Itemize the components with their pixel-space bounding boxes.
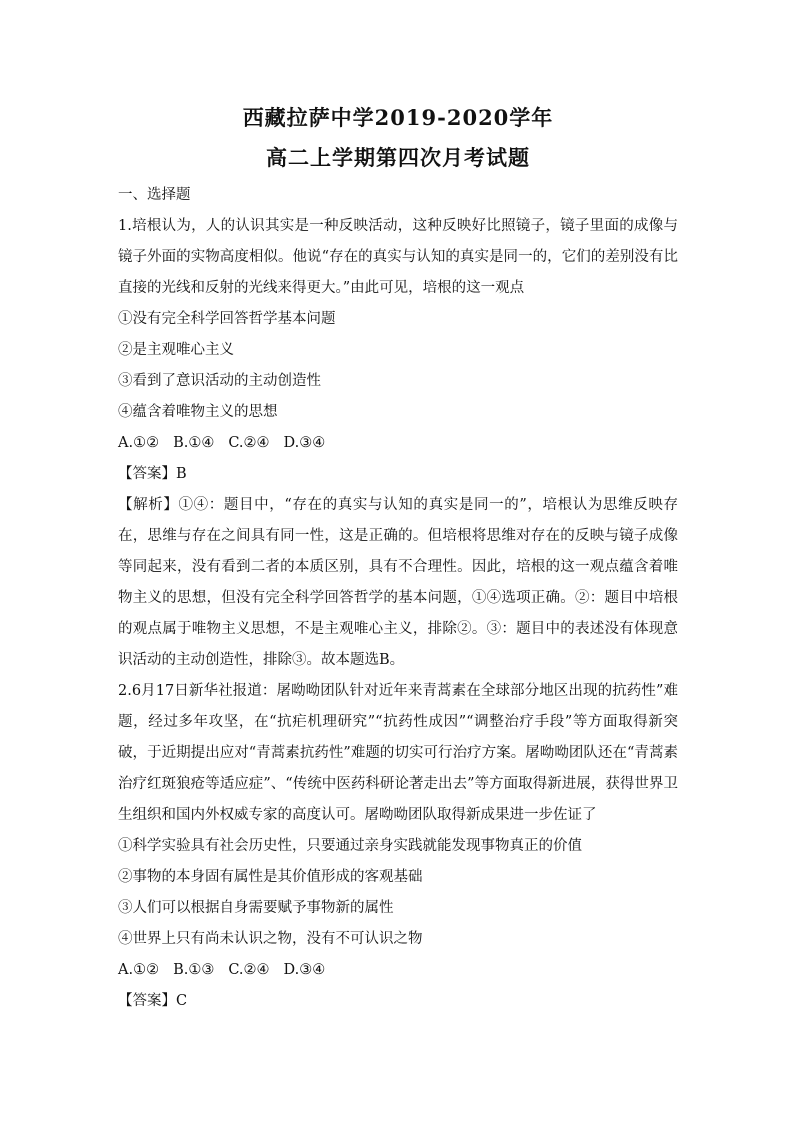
option-b: B.①③ xyxy=(173,962,215,978)
question-2-answer: 【答案】C xyxy=(118,993,188,1009)
question-1 xyxy=(118,211,678,676)
option-c: C.②④ xyxy=(228,435,270,451)
question-1-item-2: ②是主观唯心主义 xyxy=(118,342,234,358)
option-c: C.②④ xyxy=(228,962,270,978)
option-a: A.①② xyxy=(118,962,160,978)
question-1-item-4: ④蕴含着唯物主义的思想 xyxy=(118,404,278,420)
question-2-options xyxy=(118,955,678,986)
question-2-item-4: ④世界上只有尚未认识之物，没有不可认识之物 xyxy=(118,931,423,947)
question-2-item-3: ③人们可以根据自身需要赋予事物新的属性 xyxy=(118,900,394,916)
option-d: D.③④ xyxy=(283,435,326,451)
document-title-line1: 西藏拉萨中学2019-2020学年 xyxy=(242,105,554,130)
question-1-item-3: ③看到了意识活动的主动创造性 xyxy=(118,373,321,389)
question-1-answer: 【答案】B xyxy=(118,466,187,482)
question-1-options xyxy=(118,428,678,459)
question-2-item-1: ①科学实验具有社会历史性，只要通过亲身实践就能发现事物真正的价值 xyxy=(118,838,582,854)
document-page xyxy=(118,98,678,1017)
section-heading: 一、选择题 xyxy=(118,187,191,203)
question-1-stem: 1.培根认为，人的认识其实是一种反映活动，这种反映好比照镜子，镜子里面的成像与镜子外面的实物高度相似。他说“存在的真实与认知的真实是同一的，它们的差别没有比直接的光线和反射的光线来得更大。”由此可见，培根的这一观点 xyxy=(118,218,678,296)
question-2-item-2: ②事物的本身固有属性是其价值形成的客观基础 xyxy=(118,869,423,885)
option-d: D.③④ xyxy=(283,962,326,978)
option-b: B.①④ xyxy=(173,435,215,451)
option-a: A.①② xyxy=(118,435,160,451)
question-2-stem: 2.6月17日新华社报道：屠呦呦团队针对近年来青蒿素在全球部分地区出现的抗药性”难题，经过多年攻坚，在“抗疟机理研究”“抗药性成因”“调整治疗手段”等方面取得新突破，于近期提出应对“青蒿素抗药性”难题的切实可行治疗方案。屠呦呦团队还在“青蒿素治疗红斑狼疮等适应症”、“传统中医药科研论著走出去”等方面取得新进展，获得世界卫生组织和国内外权威专家的高度认可。屠呦呦团队取得新成果进一步佐证了 xyxy=(118,683,678,823)
question-1-analysis: 【解析】①④：题目中，“存在的真实与认知的真实是同一的”，培根认为思维反映存在，思维与存在之间具有同一性，这是正确的。但培根将思维对存在的反映与镜子成像等同起来，没有看到二者的本质区别，具有不合理性。因此，培根的这一观点蕴含着唯物主义的思想，但没有完全科学回答哲学的基本问题，①④选项正确。②：题目中培根的观点属于唯物主义思想，不是主观唯心主义，排除②。③：题目中的表述没有体现意识活动的主动创造性，排除③。故本题选B。 xyxy=(118,497,678,668)
document-title-line2: 高二上学期第四次月考试题 xyxy=(266,145,530,170)
question-2 xyxy=(118,676,678,1017)
question-1-item-1: ①没有完全科学回答哲学基本问题 xyxy=(118,311,336,327)
